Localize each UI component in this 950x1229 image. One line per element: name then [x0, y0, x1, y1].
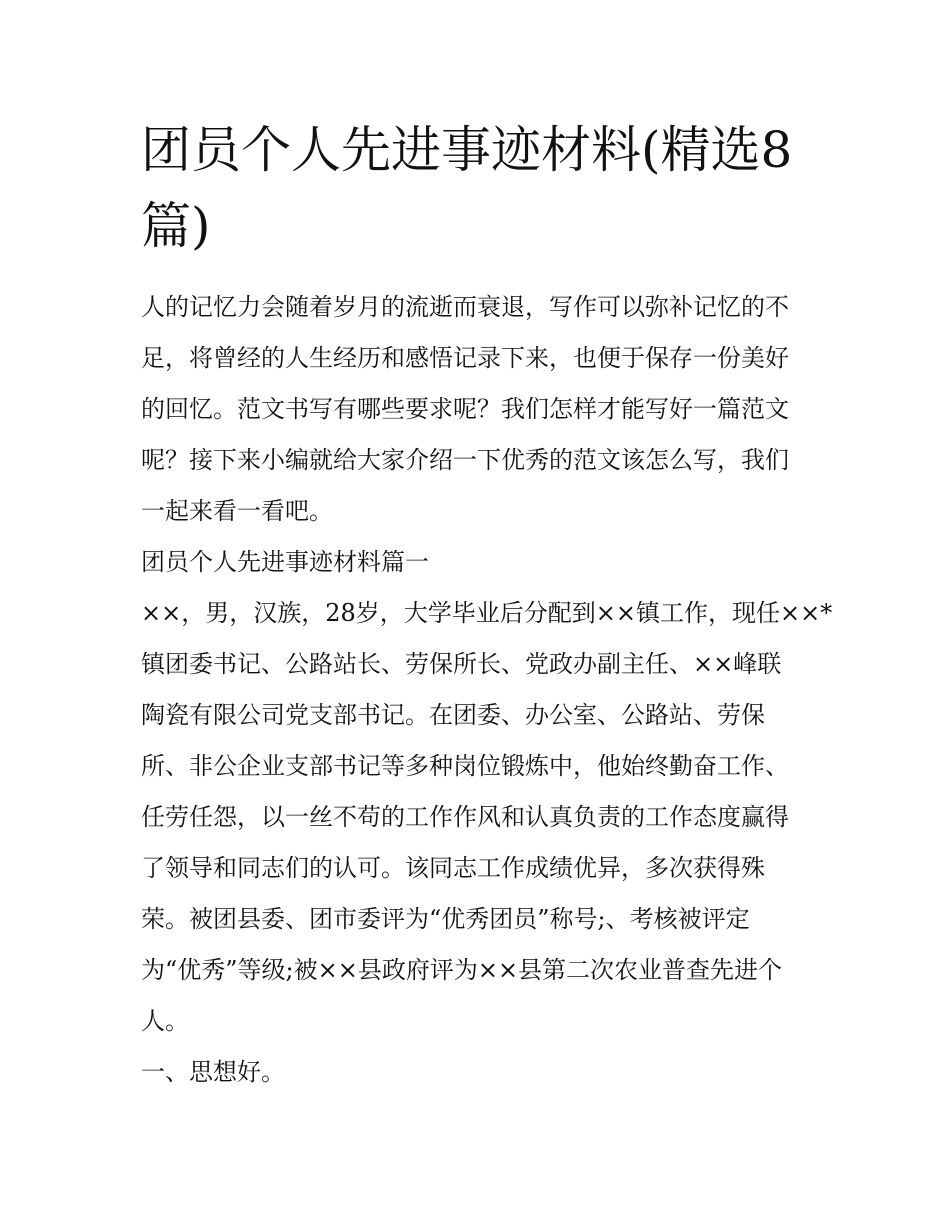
section-heading: 团员个人先进事迹材料篇一: [141, 548, 429, 576]
body-line: 人。: [141, 1007, 189, 1035]
intro-line: 人的记忆力会随着岁月的流逝而衰退，写作可以弥补记忆的不: [141, 293, 789, 321]
intro-line: 呢？接下来小编就给大家介绍一下优秀的范文该怎么写，我们: [141, 446, 789, 474]
body-line: ××，男，汉族，28岁，大学毕业后分配到××镇工作，现任××*: [141, 599, 833, 627]
intro-paragraph: [141, 282, 821, 537]
intro-line: 的回忆。范文书写有哪些要求呢？我们怎样才能写好一篇范文: [141, 395, 789, 423]
body-paragraph: [141, 588, 833, 1098]
body-line: 镇团委书记、公路站长、劳保所长、党政办副主任、××峰联: [141, 650, 782, 678]
intro-line: 足，将曾经的人生经历和感悟记录下来，也便于保存一份美好: [141, 344, 789, 372]
body-line: 陶瓷有限公司党支部书记。在团委、办公室、公路站、劳保: [141, 701, 765, 729]
document-title: 团员个人先进事迹材料(精选8篇): [141, 121, 793, 255]
body-line: 任劳任怨，以一丝不苟的工作作风和认真负责的工作态度赢得: [141, 803, 789, 831]
body-line: 了领导和同志们的认可。该同志工作成绩优异，多次获得殊: [141, 854, 765, 882]
subheading-line: 一、思想好。: [141, 1058, 285, 1086]
body-line: 为“优秀”等级;被××县政府评为××县第二次农业普查先进个: [141, 956, 783, 984]
intro-line: 一起来看一看吧。: [141, 497, 333, 525]
body-line: 所、非公企业支部书记等多种岗位锻炼中，他始终勤奋工作、: [141, 752, 789, 780]
document-content: [141, 112, 833, 1098]
body-line: 荣。被团县委、团市委评为“优秀团员”称号;、考核被评定: [141, 905, 750, 933]
